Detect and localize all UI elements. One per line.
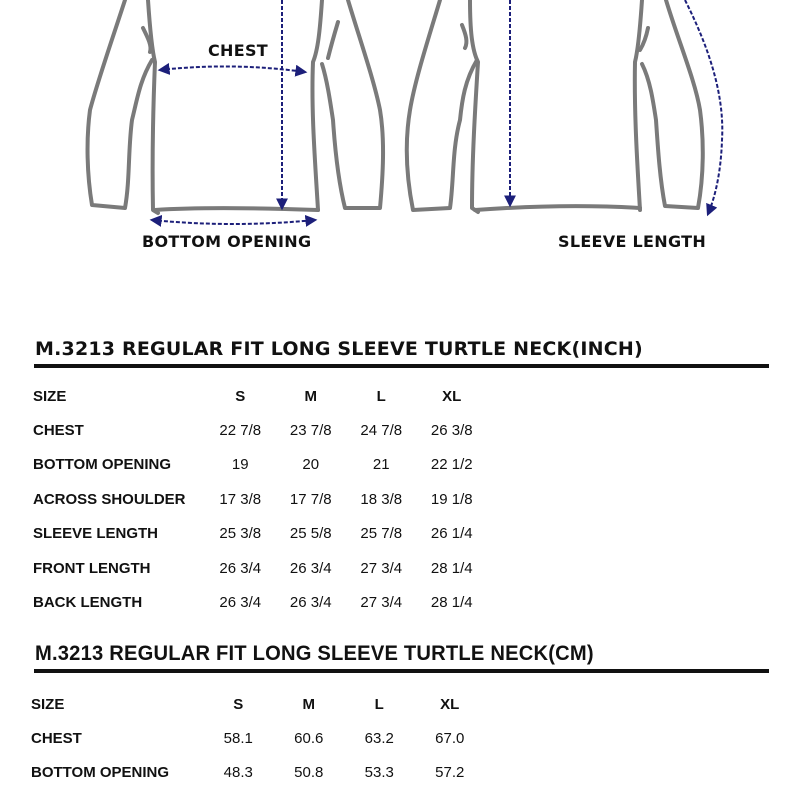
chest-label: CHEST bbox=[208, 41, 268, 60]
size-m-header: M bbox=[302, 695, 315, 713]
cell-xl: 28 1/4 bbox=[430, 559, 473, 577]
cell-xl: 22 1/2 bbox=[430, 456, 473, 474]
inch-table-title: M.3213 REGULAR FIT LONG SLEEVE TURTLE NECK(INCH) bbox=[35, 338, 643, 360]
cell-m: 23 7/8 bbox=[289, 422, 332, 440]
table-row-back-length bbox=[33, 585, 487, 619]
size-xl-header: XL bbox=[440, 695, 460, 713]
cm-table-title: M.3213 REGULAR FIT LONG SLEEVE TURTLE NECK(CM) bbox=[35, 642, 594, 665]
cell-m: 60.6 bbox=[294, 730, 324, 748]
cell-s: 19 bbox=[231, 456, 249, 474]
cell-l: 21 bbox=[372, 456, 390, 474]
measurement-diagram bbox=[0, 0, 800, 270]
cell-m: 26 3/4 bbox=[289, 594, 332, 612]
table-row-bottom-opening bbox=[31, 756, 485, 790]
cell-s: 48.3 bbox=[223, 764, 253, 782]
inch-title-rule bbox=[34, 364, 769, 368]
cell-xl: 28 1/4 bbox=[430, 594, 473, 612]
bottom-opening-arrow bbox=[152, 220, 315, 224]
size-l-header: L bbox=[374, 695, 384, 713]
cell-s: 26 3/4 bbox=[219, 559, 262, 577]
cell-m: 50.8 bbox=[294, 764, 324, 782]
cell-s: 25 3/8 bbox=[219, 525, 262, 543]
row-label: CHEST bbox=[33, 422, 84, 440]
cell-l: 18 3/8 bbox=[360, 490, 403, 508]
size-s-header: S bbox=[233, 695, 244, 713]
size-xl-header: XL bbox=[442, 387, 462, 405]
cell-l: 53.3 bbox=[364, 764, 394, 782]
front-garment-outline bbox=[88, 0, 384, 213]
size-l-header: L bbox=[376, 387, 386, 405]
row-label: BOTTOM OPENING bbox=[33, 456, 172, 474]
table-row-sleeve-length bbox=[33, 517, 487, 551]
sleeve-length-label: SLEEVE LENGTH bbox=[558, 232, 707, 251]
cell-s: 58.1 bbox=[223, 730, 253, 748]
inch-size-table bbox=[33, 379, 487, 620]
cell-xl: 19 1/8 bbox=[430, 490, 473, 508]
cell-m: 26 3/4 bbox=[289, 559, 332, 577]
cm-size-table bbox=[31, 687, 485, 790]
cell-s: 26 3/4 bbox=[219, 594, 262, 612]
size-header: SIZE bbox=[31, 695, 65, 713]
cell-m: 17 7/8 bbox=[289, 490, 332, 508]
size-m-header: M bbox=[304, 387, 317, 405]
cell-s: 17 3/8 bbox=[219, 490, 262, 508]
cell-m: 25 5/8 bbox=[289, 525, 332, 543]
row-label: BACK LENGTH bbox=[33, 594, 143, 612]
cell-l: 27 3/4 bbox=[360, 594, 403, 612]
row-label: ACROSS SHOULDER bbox=[33, 490, 186, 508]
back-garment-outline bbox=[407, 0, 703, 212]
cell-l: 63.2 bbox=[364, 730, 394, 748]
bottom-opening-label: BOTTOM OPENING bbox=[142, 232, 312, 251]
cm-title-rule bbox=[34, 669, 769, 673]
cell-xl: 67.0 bbox=[435, 730, 465, 748]
table-row-bottom-opening bbox=[33, 448, 487, 482]
table-header-row bbox=[31, 687, 485, 721]
table-row-chest bbox=[33, 413, 487, 447]
garment-illustration bbox=[0, 0, 800, 270]
cell-l: 27 3/4 bbox=[360, 559, 403, 577]
table-header-row bbox=[33, 379, 487, 413]
table-row-chest bbox=[31, 721, 485, 755]
row-label: SLEEVE LENGTH bbox=[33, 525, 159, 543]
cell-xl: 57.2 bbox=[435, 764, 465, 782]
row-label: CHEST bbox=[31, 730, 82, 748]
size-s-header: S bbox=[235, 387, 246, 405]
cell-s: 22 7/8 bbox=[219, 422, 262, 440]
table-row-front-length bbox=[33, 551, 487, 585]
cell-xl: 26 1/4 bbox=[430, 525, 473, 543]
cell-xl: 26 3/8 bbox=[430, 422, 473, 440]
cell-l: 24 7/8 bbox=[360, 422, 403, 440]
sleeve-length-arrow bbox=[685, 0, 722, 214]
cell-m: 20 bbox=[302, 456, 320, 474]
row-label: FRONT LENGTH bbox=[33, 559, 151, 577]
chest-arrow bbox=[160, 66, 305, 72]
size-header: SIZE bbox=[33, 387, 67, 405]
cell-l: 25 7/8 bbox=[360, 525, 403, 543]
row-label: BOTTOM OPENING bbox=[31, 764, 170, 782]
table-row-across-shoulder bbox=[33, 482, 487, 516]
